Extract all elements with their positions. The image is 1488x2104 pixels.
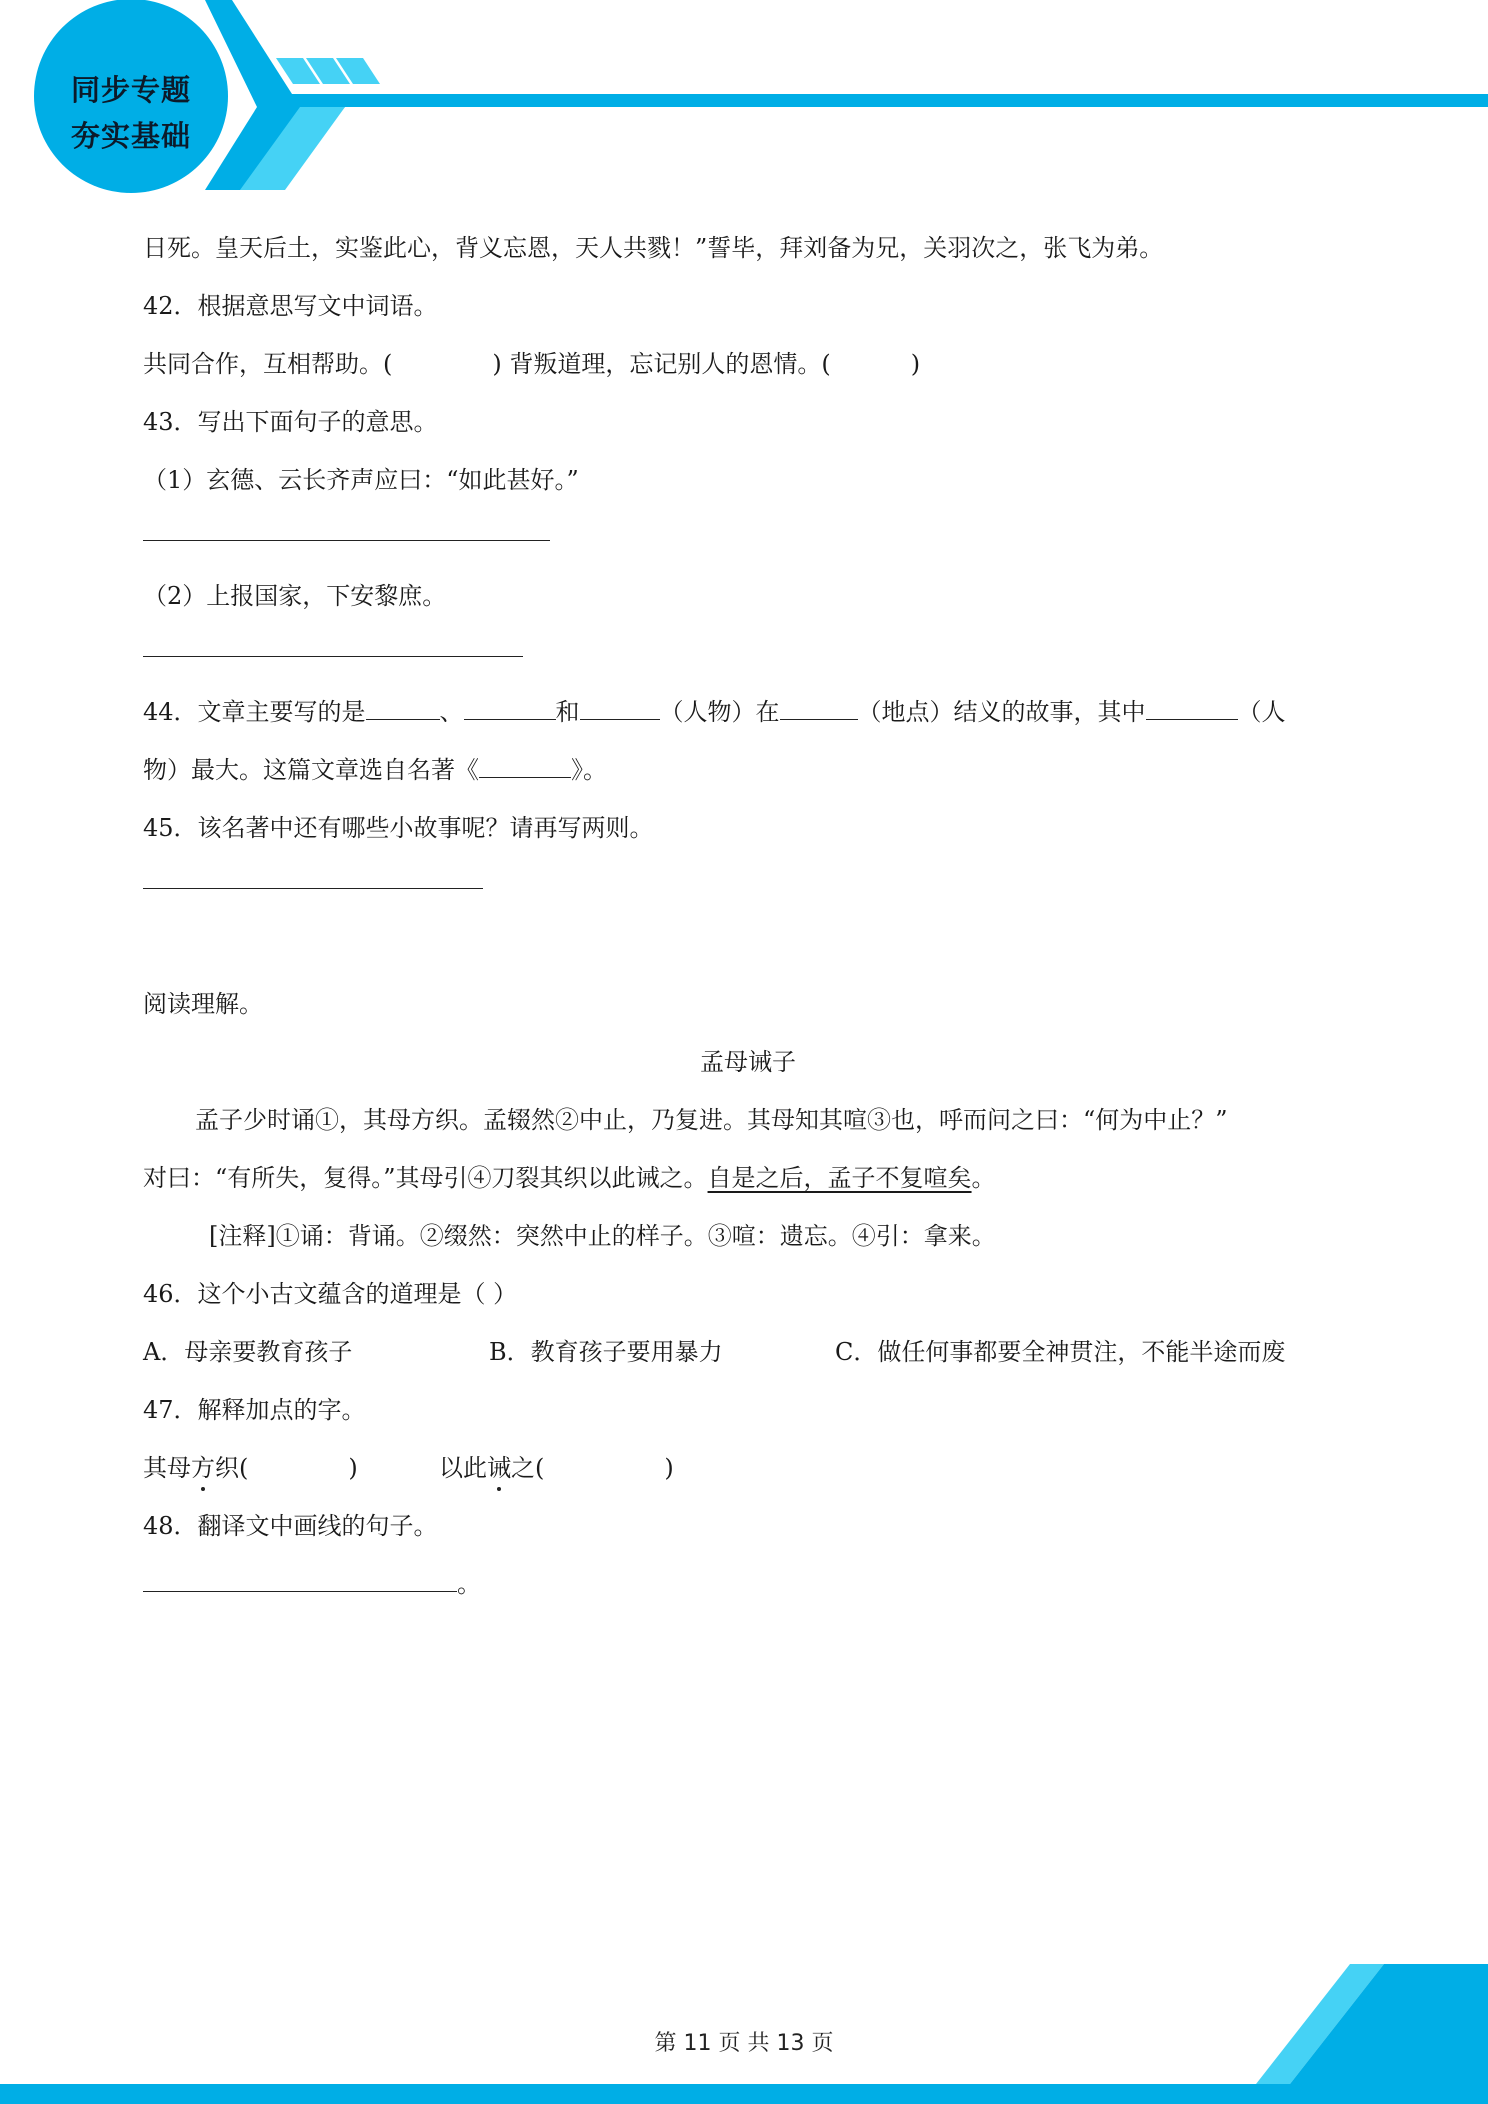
passage-paragraph-1: 孟子少时诵①，其母方织。孟辍然②中止，乃复进。其母知其喧③也，呼而问之曰：“何为中止？” xyxy=(195,1106,1228,1134)
dotted-char-fang: 方 xyxy=(191,1448,215,1483)
answer-blank-48[interactable] xyxy=(143,1569,457,1592)
question-47-item-2: 以此诫之( ) xyxy=(439,1448,674,1483)
question-46: 46．这个小古文蕴含的道理是（ ） xyxy=(143,1280,518,1308)
badge-line-2: 夯实基础 xyxy=(70,119,191,153)
answer-blank-44-5[interactable] xyxy=(1146,697,1238,720)
answer-blank-44-3[interactable] xyxy=(580,697,660,720)
footer-stripe xyxy=(0,2084,1488,2104)
passage-paragraph-2: 对曰：“有所失，复得。”其母引④刀裂其织以此诫之。自是之后，孟子不复喧矣。 xyxy=(143,1164,996,1192)
question-44: 44．文章主要写的是 、 和 （人物）在 （地点）结义的故事，其中 （人 xyxy=(143,698,1286,726)
section-heading: 阅读理解。 xyxy=(143,990,263,1018)
question-45: 45．该名著中还有哪些小故事呢？请再写两则。 xyxy=(143,814,654,842)
dotted-char-jie: 诫 xyxy=(487,1448,511,1483)
answer-line-43-2[interactable] xyxy=(143,634,523,663)
question-44-cont: 物）最大。这篇文章选自名著《 》。 xyxy=(143,756,607,784)
option-b[interactable]: B．教育孩子要用暴力 xyxy=(489,1338,723,1366)
badge-line-1: 同步专题 xyxy=(70,73,191,107)
page-number: 第 11 页 共 13 页 xyxy=(654,2031,834,2056)
option-a[interactable]: A．母亲要教育孩子 xyxy=(143,1338,353,1366)
passage-notes: [注释]①诵：背诵。②缀然：突然中止的样子。③喧：遗忘。④引：拿来。 xyxy=(209,1222,996,1250)
question-42: 42．根据意思写文中词语。 xyxy=(143,292,438,320)
question-47: 47．解释加点的字。 xyxy=(143,1396,366,1424)
question-42-answers: 共同合作，互相帮助。( ) 背叛道理，忘记别人的恩情。( ) xyxy=(143,350,921,378)
option-c[interactable]: C．做任何事都要全神贯注，不能半途而废 xyxy=(835,1338,1286,1366)
question-43-2: （2）上报国家，下安黎庶。 xyxy=(143,582,447,610)
header-badge-text xyxy=(36,38,226,188)
header-stripe xyxy=(255,94,1488,107)
answer-blank-44-2[interactable] xyxy=(464,697,556,720)
answer-line-45[interactable] xyxy=(143,866,483,895)
answer-blank-42-1[interactable] xyxy=(392,350,492,372)
passage-continuation: 日死。皇天后土，实鉴此心，背义忘恩，天人共戮！”誓毕，拜刘备为兄，关羽次之，张飞为弟。 xyxy=(143,234,1164,262)
answer-line-48: 。 xyxy=(143,1564,481,1599)
answer-line-43-1[interactable] xyxy=(143,518,550,547)
answer-blank-44-4[interactable] xyxy=(780,697,858,720)
answer-blank-42-2[interactable] xyxy=(831,350,911,372)
answer-blank-44-6[interactable] xyxy=(479,755,571,778)
answer-blank-47-1[interactable] xyxy=(248,1454,348,1476)
question-48: 48．翻译文中画线的句子。 xyxy=(143,1512,438,1540)
underlined-sentence: 自是之后，孟子不复喧矣 xyxy=(707,1164,972,1192)
question-43-1: （1）玄德、云长齐声应曰：“如此甚好。” xyxy=(143,466,579,494)
question-47-item-1: 其母方织( ) xyxy=(143,1448,358,1483)
passage-title: 孟母诫子 xyxy=(700,1048,796,1076)
answer-blank-44-1[interactable] xyxy=(366,697,440,720)
question-43: 43．写出下面句子的意思。 xyxy=(143,408,438,436)
answer-blank-47-2[interactable] xyxy=(544,1454,664,1476)
